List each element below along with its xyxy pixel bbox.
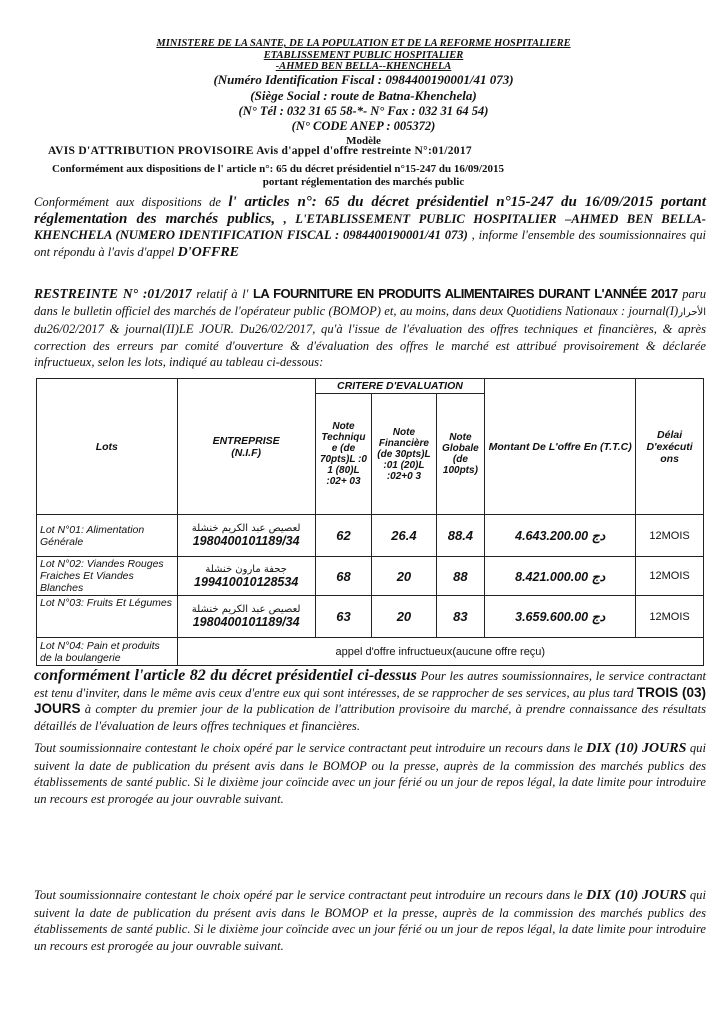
- note-technique-value: 62: [315, 515, 372, 557]
- table-row: [37, 638, 704, 666]
- conformement-line-1: Conformément aux dispositions de l' article n°: 65 du décret présidentiel n°15-247 du 16/09/2015: [52, 163, 504, 175]
- journal-arabic-name: الأحرار: [678, 306, 706, 318]
- lot-label: Lot N°04: Pain et produits de la boulangerie: [37, 638, 178, 666]
- recours-paragraph-1: [34, 740, 706, 807]
- header-delai: Délai D'exécuti ons: [636, 379, 704, 515]
- entreprise-cell: [177, 596, 315, 638]
- article-82-text-b: Pour les autres soumissionnaires, le service contractant est tenu d'inviter, dans le même avis ceux d'entre eux qui sont intéresses, de se rapprocher de ses services, au plus tard: [34, 669, 707, 700]
- recours-paragraph-2: [34, 887, 706, 954]
- entreprise-arabic: لعصيص عبد الكريم خنشلة: [191, 523, 301, 534]
- delai-value: 12MOIS: [636, 596, 704, 638]
- reference-paragraph: [34, 286, 706, 371]
- intro-establishment: , L'ETABLISSEMENT PUBLIC HOSPITALIER –AHMED BEN BELLA- KHENCHELA (NUMERO IDENTIFICATION FISCAL : 0984400190001/41 073): [34, 211, 707, 242]
- header-ministry: MINISTERE DE LA SANTE, DE LA POPULATION ET DE LA REFORME HOSPITALIERE: [156, 38, 571, 49]
- article-82-text-d: à compter du premier jour de la publication de l'attribution provisoire du marché, à prendre connaissance des résultats détaillés de l'évaluation de leurs offres techniques et financières.: [34, 702, 706, 733]
- header-address: (Siège Social : route de Batna-Khenchela): [250, 88, 477, 103]
- montant-value: 8.421.000.00 دج: [485, 557, 636, 596]
- header-note-financiere: Note Financière (de 30pts)L :01 (20)L :02+0 3: [372, 394, 436, 515]
- lot-label: Lot N°03: Fruits Et Légumes: [37, 596, 178, 638]
- header-note-technique: Note Techniqu e (de 70pts)L :0 1 (80)L :02+ 03: [315, 394, 372, 515]
- dix-jours-2: DIX (10) JOURS: [586, 888, 687, 903]
- montant-value: 3.659.600.00 دج: [485, 596, 636, 638]
- recours1-text-c: qui suivent la date de publication du présent avis dans le BOMOP ou la presse, auprès de la commission des marchés publics des établissements de santé public. Si le dixième jour coïncide avec un jour férié ou un jour de repos légal, la date limite pour introduire un recours est prorogée au jour ouvrable suivant.: [34, 741, 706, 806]
- entreprise-cell: [177, 515, 315, 557]
- note-financiere-value: 20: [372, 557, 436, 596]
- note-technique-value: 68: [315, 557, 372, 596]
- header-entreprise: [177, 379, 315, 515]
- header-establishment: ETABLISSEMENT PUBLIC HOSPITALIER: [263, 50, 464, 61]
- note-globale-value: 88.4: [436, 515, 485, 557]
- avis-title: AVIS D'ATTRIBUTION PROVISOIRE Avis d'appel d'offre restreinte N°:01/2017: [48, 145, 472, 157]
- header-anep-code: (N° CODE ANEP : 005372): [291, 119, 436, 133]
- intro-text-a: Conformément aux dispositions de: [34, 195, 229, 209]
- entreprise-cell: [177, 557, 315, 596]
- note-financiere-value: 20: [372, 596, 436, 638]
- restreinte-number: RESTREINTE N° :01/2017: [34, 286, 192, 301]
- header-entreprise-label: ENTREPRISE: [212, 434, 280, 447]
- entreprise-nif: 198040010118​9/34: [192, 534, 300, 548]
- entreprise-nif: 198040010118​9/34: [192, 615, 300, 629]
- recours2-text-c: qui suivent la date de publication du présent avis dans le BOMOP et la presse, auprès de la commission des marchés publics des établissements de santé public. Si le dixième jour coïncide avec un jour férié ou un jour de repos légal, la date limite pour introduire un recours est prorogée au jour ouvrable suivant.: [34, 888, 706, 953]
- reference-text-d: paru dans le bulletin officiel des marchés de l'opérateur public (BOMOP) et, au moins, dans deux Quotidiens Nationaux : journal(I): [34, 287, 707, 318]
- reference-text-f: du26/02/2017 & journal(II)LE JOUR. Du26/02/2017, qu'à l'issue de l'évaluation des offres techniques et financières, & après correction des erreurs par comité d'ouverture & d'évaluation des offres le marché est attribué provisoirement & déclarée infructueux, selon les lots, indiqué au tableau ci-dessous:: [34, 322, 706, 369]
- table-row: [37, 557, 704, 596]
- lot-label: Lot N°01: Alimentation Générale: [37, 515, 178, 557]
- intro-text-d: , informe l'ensemble des soumissionnaires qui ont répondu à l'avis d'appel: [34, 228, 706, 259]
- table-row: [37, 515, 704, 557]
- entreprise-arabic: جحفة مارون خنشلة: [205, 563, 287, 575]
- header-nif: (N.I.F): [231, 446, 262, 459]
- header-montant: Montant De L'offre En (T.T.C): [485, 379, 636, 515]
- lot4-status: appel d'offre infructueux(aucune offre reçu): [177, 638, 703, 666]
- lot-label: Lot N°02: Viandes Rouges Fraiches Et Viandes Blanches: [37, 557, 178, 596]
- intro-paragraph: [34, 194, 706, 261]
- relatif-text: relatif à l': [191, 287, 253, 301]
- delai-value: 12MOIS: [636, 557, 704, 596]
- article-82-title: conformément l'article 82 du décret présidentiel ci-dessus: [34, 667, 417, 684]
- note-globale-value: 83: [436, 596, 485, 638]
- header-note-globale: Note Globale (de 100pts): [436, 394, 485, 515]
- header-phone-fax: (N° Tél : 032 31 65 58-*- N° Fax : 032 31 64 54): [238, 104, 489, 118]
- note-technique-value: 63: [315, 596, 372, 638]
- header-criteres: CRITERE D'EVALUATION: [315, 379, 484, 394]
- delai-value: 12MOIS: [636, 515, 704, 557]
- montant-value: 4.643.200.00 دج: [485, 515, 636, 557]
- note-globale-value: 88: [436, 557, 485, 596]
- entreprise-nif: 19941001012853​4: [194, 574, 299, 589]
- attribution-table: [36, 378, 704, 666]
- header-hospital-name: -AHMED BEN BELLA--KHENCHELA: [275, 61, 452, 72]
- dix-jours-1: DIX (10) JOURS: [586, 741, 687, 756]
- header-lots: Lots: [37, 379, 178, 515]
- recours1-text-a: Tout soumissionnaire contestant le choix opéré par le service contractant peut introduire un recours dans le: [34, 741, 587, 755]
- table-row: [37, 596, 704, 638]
- modele-label: Modèle: [346, 135, 381, 147]
- entreprise-arabic: لعصيص عبد الكريم خنشلة: [191, 604, 301, 615]
- conformement-line-2: portant réglementation des marchés public: [262, 176, 465, 188]
- note-financiere-value: 26.4: [372, 515, 436, 557]
- supply-subject: LA FOURNITURE EN PRODUITS ALIMENTAIRES DURANT L'ANNÉE 2017: [253, 286, 678, 301]
- intro-offre: D'OFFRE: [177, 244, 240, 260]
- intro-decree: l' articles n°: 65 du décret présidentiel n°15-247 du 16/09/2015 portant réglementation des marchés publics,: [34, 194, 707, 227]
- trois-jours: TROIS (03) JOURS: [34, 684, 707, 716]
- recours2-text-a: Tout soumissionnaire contestant le choix opéré par le service contractant peut introduire un recours dans le: [34, 888, 587, 902]
- header-fiscal-id: (Numéro Identification Fiscal : 0984400190001/41 073): [213, 72, 514, 87]
- article-82-paragraph: [34, 668, 706, 734]
